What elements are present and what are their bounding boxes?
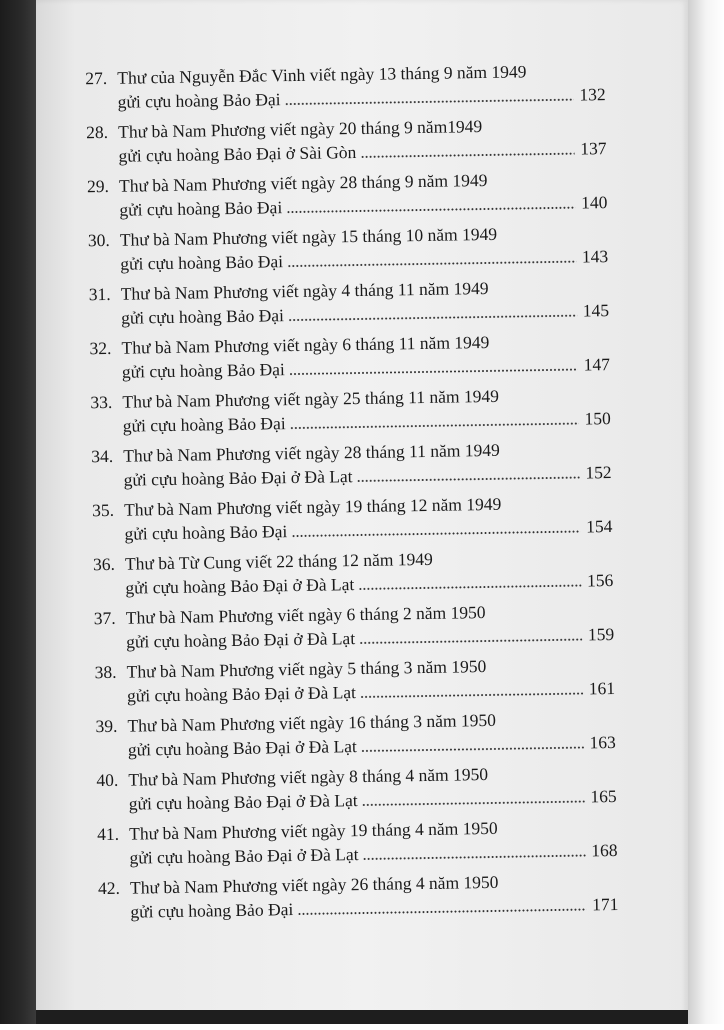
entry-number: 27. xyxy=(85,67,108,89)
toc-entry xyxy=(98,868,619,924)
toc-entry xyxy=(97,814,618,870)
entry-number: 30. xyxy=(87,229,110,251)
entry-number: 39. xyxy=(95,715,118,737)
toc-entry xyxy=(86,112,607,168)
page-number: 145 xyxy=(582,300,610,321)
dot-leader xyxy=(297,908,586,915)
entry-title: Thư bà Từ Cung viết 22 tháng 12 năm 1949 xyxy=(124,548,433,574)
page-number: 165 xyxy=(590,786,617,807)
dot-leader xyxy=(363,855,586,861)
page-number: 154 xyxy=(586,516,613,537)
toc-entry xyxy=(94,598,615,654)
entry-number: 32. xyxy=(89,337,112,359)
page-number: 152 xyxy=(585,462,612,483)
entry-title: Thư bà Nam Phương viết ngày 25 tháng 11 năm 1949 xyxy=(122,385,500,412)
entry-subtitle: gửi cựu hoàng Bảo Đại xyxy=(121,359,285,382)
dot-leader xyxy=(291,531,580,538)
entry-subtitle: gửi cựu hoàng Bảo Đại ở Đà Lạt xyxy=(127,736,357,760)
entry-subtitle: gửi cựu hoàng Bảo Đại xyxy=(120,251,284,274)
entry-subtitle: gửi cựu hoàng Bảo Đại ở Đà Lạt xyxy=(126,628,356,652)
toc-entry xyxy=(96,760,617,816)
toc-entry xyxy=(85,58,606,114)
page-number: 143 xyxy=(581,246,609,267)
page-number: 132 xyxy=(579,84,606,105)
entry-number: 34. xyxy=(91,445,114,467)
entry-title: Thư bà Nam Phương viết ngày 16 tháng 3 năm 1950 xyxy=(127,709,497,736)
entry-title: Thư bà Nam Phương viết ngày 15 tháng 10 năm 1949 xyxy=(119,223,498,250)
dot-leader xyxy=(357,477,580,483)
dot-leader xyxy=(358,585,581,591)
page-number: 168 xyxy=(591,839,618,861)
entry-subtitle: gửi cựu hoàng Bảo Đại ở Đà Lạt xyxy=(129,844,359,868)
page-number: 163 xyxy=(589,732,616,753)
entry-subtitle: gửi cựu hoàng Bảo Đại xyxy=(120,305,285,328)
page-number: 140 xyxy=(580,192,608,213)
entry-subtitle: gửi cựu hoàng Bảo Đại xyxy=(130,899,294,922)
toc-entry xyxy=(93,544,614,600)
page-number: 161 xyxy=(588,678,616,699)
page-number: 150 xyxy=(584,408,611,429)
toc-entry xyxy=(91,436,612,492)
dot-leader xyxy=(360,693,583,699)
entry-subtitle: gửi cựu hoàng Bảo Đại xyxy=(119,197,283,220)
dot-leader xyxy=(359,639,582,645)
entry-title: Thư bà Nam Phương viết ngày 28 tháng 9 năm 1949 xyxy=(118,169,488,196)
toc-entry xyxy=(89,328,610,384)
entry-title: Thư bà Nam Phương viết ngày 4 tháng 11 năm 1949 xyxy=(120,277,489,304)
entry-subtitle: gửi cựu hoàng Bảo Đại ở Sài Gòn xyxy=(118,142,357,166)
toc-entry xyxy=(87,166,608,222)
toc-entry xyxy=(94,652,615,708)
entry-title: Thư bà Nam Phương viết ngày 28 tháng 11 năm 1949 xyxy=(123,439,500,466)
entry-number: 36. xyxy=(92,553,116,575)
dot-leader xyxy=(361,747,584,753)
entry-title: Thư bà Nam Phương viết ngày 8 tháng 4 năm 1950 xyxy=(128,764,489,790)
entry-title: Thư bà Nam Phương viết ngày 5 tháng 3 năm 1950 xyxy=(126,656,487,682)
entry-title: Thư bà Nam Phương viết ngày 6 tháng 2 năm 1950 xyxy=(125,602,486,628)
dot-leader xyxy=(360,153,574,158)
dot-leader xyxy=(286,207,575,214)
entry-title: Thư bà Nam Phương viết ngày 26 tháng 4 năm 1950 xyxy=(129,871,499,898)
entry-subtitle: gửi cựu hoàng Bảo Đại ở Đà Lạt xyxy=(123,466,353,490)
entry-number: 38. xyxy=(94,661,117,683)
toc-entry xyxy=(92,490,613,546)
entry-subtitle: gửi cựu hoàng Bảo Đại ở Đà Lạt xyxy=(125,574,355,598)
page-number: 147 xyxy=(583,354,611,375)
entry-number: 40. xyxy=(96,769,119,791)
dot-leader xyxy=(285,99,574,106)
entry-number: 41. xyxy=(97,823,120,845)
entry-number: 28. xyxy=(86,121,109,143)
entry-title: Thư bà Nam Phương viết ngày 19 tháng 12 năm 1949 xyxy=(123,493,502,520)
dot-leader xyxy=(289,369,578,376)
toc-entry xyxy=(89,274,610,330)
entry-title: Thư bà Nam Phương viết ngày 19 tháng 4 năm 1950 xyxy=(129,817,498,844)
entry-subtitle: gửi cựu hoàng Bảo Đại ở Đà Lạt xyxy=(126,682,357,706)
entry-subtitle: gửi cựu hoàng Bảo Đại xyxy=(117,89,281,112)
entry-number: 29. xyxy=(86,175,110,197)
dot-leader xyxy=(288,315,577,322)
dot-leader xyxy=(287,261,576,268)
entry-title: Thư bà Nam Phương viết ngày 6 tháng 11 năm 1949 xyxy=(121,331,490,358)
toc-entry xyxy=(95,706,616,762)
entry-number: 31. xyxy=(88,283,111,305)
page-number: 137 xyxy=(580,138,607,159)
toc-entry xyxy=(88,220,609,276)
entry-subtitle: gửi cựu hoàng Bảo Đại xyxy=(124,521,288,544)
page-number: 171 xyxy=(591,893,619,915)
entry-subtitle: gửi cựu hoàng Bảo Đại ở Đà Lạt xyxy=(128,790,358,814)
entry-number: 42. xyxy=(97,877,121,899)
entry-number: 37. xyxy=(93,607,116,629)
entry-number: 35. xyxy=(91,499,115,521)
page-number: 156 xyxy=(586,570,614,591)
toc-entry xyxy=(90,382,611,438)
entry-subtitle: gửi cựu hoàng Bảo Đại xyxy=(122,413,286,436)
dot-leader xyxy=(362,801,585,807)
dot-leader xyxy=(290,423,579,430)
entry-title: Thư của Nguyễn Đắc Vinh viết ngày 13 tháng 9 năm 1949 xyxy=(117,61,527,88)
entry-number: 33. xyxy=(90,391,113,413)
entry-title: Thư bà Nam Phương viết ngày 20 tháng 9 năm1949 xyxy=(118,116,483,142)
page-number: 159 xyxy=(587,624,615,645)
